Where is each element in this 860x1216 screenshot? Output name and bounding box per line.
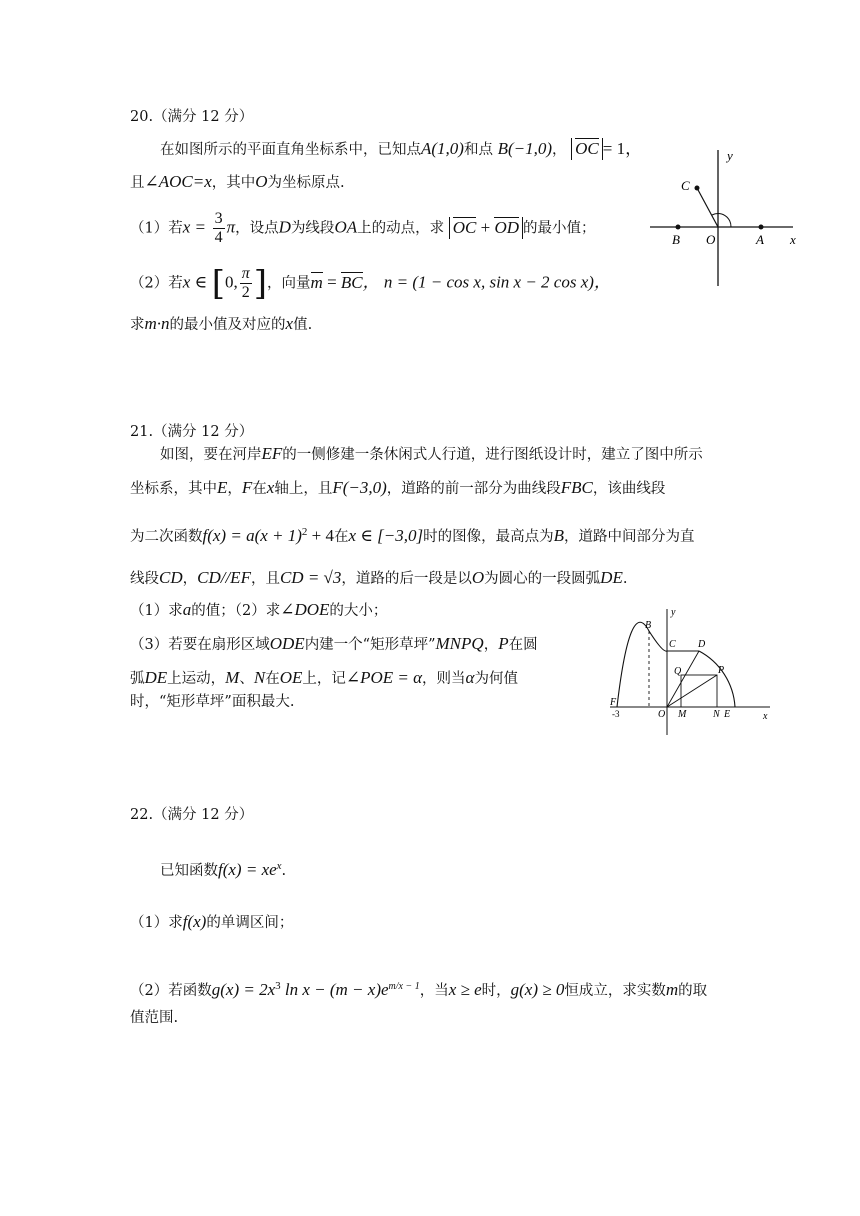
label-b: B [645,620,652,631]
q21-line1: 如图，要在河岸EF的一侧修建一条休闲式人行道，进行图纸设计时，建立了图中所示 [160,444,703,463]
q20-line2: 且∠AOC=x，其中O为坐标原点. [130,172,345,191]
segment-oc [697,188,718,227]
q20-part2: （2）若x ∈ [0, $\frac{\pi}{2}$ ]，向量m = BC， n = (1 − cos x, sin x − 2 cos x)， [130,263,611,304]
fraction-3-4: $\frac{3}{4}$ [214,210,223,246]
label-x: x [790,232,796,247]
q22-line1: 已知函数$f(x) = xe^x$. [160,859,287,879]
label-n: N [713,709,720,720]
point-a [759,225,764,230]
q21-parts-1-2: （1）求a的值；（2）求∠DOE的大小； [130,600,388,619]
oc-magnitude: OC [571,138,603,160]
q20-header: 20.（满分 12 分） [130,109,254,125]
label-y: y [671,607,676,618]
q20-part1: （1）若x = $\frac{3}{4}$ π，设点D为线段OA上的动点，求 OC + OD 的最小值； [130,210,596,246]
label-a: A [756,232,764,247]
segment-od [667,651,699,707]
rect-mnpq [681,675,717,707]
q21-part3-line1: （3）若要在扇形区域ODE内建一个“矩形草坪”MNPQ，P在圆 [130,634,538,653]
curve-fbc [617,622,667,707]
q22-part2-line2: 值范围. [130,1010,179,1026]
label-c: C [681,178,690,193]
point-c [695,186,700,191]
label-o: O [706,232,716,247]
q20-figure [645,140,815,294]
q21-part3-line3: 时，“矩形草坪”面积最大. [130,694,295,710]
point-b [676,225,681,230]
q21-part3-line2: 弧DE上运动，M、N在OE上，记∠POE = α，则当α为何值 [130,668,518,687]
q21-line2: 坐标系，其中E，F在x轴上，且F(−3,0)，道路的前一部分为曲线段FBC，该曲线段 [130,478,666,497]
label-x: x [763,711,768,722]
label-y: y [727,148,733,163]
label-e: E [724,709,731,720]
q21-figure [605,603,780,742]
segment-op [667,675,717,707]
label-f: F [610,697,617,708]
q22-part2: （2）若函数$g(x) = 2x^3$ $\ln x - (m - x)e^{m/x - 1}$，当x ≥ e时，g(x) ≥ 0恒成立，求实数m的取 [130,979,708,999]
label-p: P [718,665,725,676]
label-b: B [672,232,680,247]
label-m: M [678,709,687,720]
oc-od-sum-magnitude: OC + OD [449,217,523,239]
label-c: C [669,639,676,650]
q22-part1: （1）求f(x)的单调区间； [130,912,294,931]
q20-part2-line2: 求m·n的最小值及对应的x值. [130,314,313,333]
q21-header: 21.（满分 12 分） [130,424,254,440]
fraction-pi-2: $\frac{\pi}{2}$ [241,265,250,301]
label-o: O [658,709,666,720]
q21-line3: 为二次函数$f(x) = a(x + 1)^2 + 4$在x ∈ [−3,0]时的图像，最高点为B，道路中间部分为直 [130,525,695,545]
q21-line4: 线段CD，CD//EF，且CD = √3，道路的后一段是以O为圆心的一段圆弧DE. [130,568,628,587]
label-d: D [698,639,706,650]
label-minus3: -3 [612,709,620,719]
q22-header: 22.（满分 12 分） [130,807,254,823]
label-q: Q [674,666,682,677]
q20-line1: 在如图所示的平面直角坐标系中，已知点A(1,0)和点 B(−1,0)， OC = 1， [160,139,643,158]
